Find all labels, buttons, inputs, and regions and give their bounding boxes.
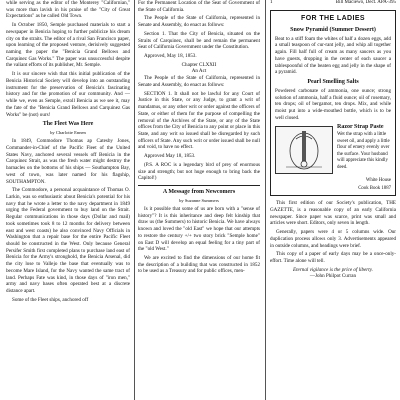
paragraph: Generally, papers were 4 or 5 columns wide. Our duplication process allows only 3. Advertisements appeared in outside columns, and headings were brief. [270, 229, 396, 249]
paragraph: Is it possible that some of us are born with a "sense of history"? It is this inheritance and deep felt kinship that draw us (the Summers) to historic Benicia. We have always known and loved the "old East" we hope that our attempts to restore the century +/+ two story brick "Semple home" on East D will develop an equal feeling for a tiny part of the "old West." [138, 205, 260, 253]
paragraph: This first edition of our Society's publication, THE GAZETTE, is a reasonable copy of an early California newspaper. Since paper was scarce, print was small and articles were short. Editors, only seven in length. [270, 200, 396, 227]
paragraph: In 1849, Commodore Thomas ap Catesby Jones, Commander-in-Chief of the Pacific Fleet of the United States Navy, anchored several vessels off Benicia in the Carquinez Strait, as was the fresh water might destroy the barnacles on the bottoms of his ships — Southampton Bay, west of town, was later named for his flagship, SOUTHAMPTON. [6, 138, 130, 185]
paragraph: Some of the Fleet ships, anchored off [12, 296, 89, 303]
header-strip [270, 0, 396, 7]
article-byline: by Charlotte Ennen [50, 130, 86, 136]
recipe-title: Snow Pyramid (Summer Dessert) [290, 26, 376, 33]
recipe-text: Wet the strap with a little sweet oil, and apply a little flour of emery evenly over the surface. Your husband will appreciate this kindly deed. [337, 132, 390, 170]
paragraph: The Commodore, a personal acquaintance of Thomas O. Larkin, was so enthusiastic about Benicia's potential for his navy that he wrote a letter to the navy department in 1849 urging the Federal government to buy land on the Strait. Regular communications in those days (Dollar and mail) took sometimes took 8 to 12 months for delivery between east and west coasts) he also convinced Navy Officials in Washington that a repair base for the entire Pacific Fleet should be constructed in the West. Only because General Persifer Smith first completed plans to purchase land east of Benicia for the Army's stronghold, the Benicia Arsenal, did the city lose to Vallejo the base that eventually was to become Mare Island, for the Navy wanted the same tract of land. Perhaps Fate was kind, in those days of "iron men," army and navy bases often operated best at a discrete distance apart. [6, 187, 130, 294]
paragraph: For the Permanent Location of the Seat of Government of the State of California. [138, 0, 260, 13]
recipe-text: Powdered carbonate of ammonia, one ounce; strong solution of ammonia, half a fluid ounce; oil of rosemary, ten drops; oil of bergamot, ten drops. Mix, and while moist put into a wide-mouthed bottle, which is to be well closed. [275, 87, 391, 121]
credit-line: White House [365, 177, 391, 183]
razor-strap-section [275, 124, 391, 176]
quote: Eternal vigilance is the price of liberty. [293, 266, 373, 273]
credit-line: Cook Book 1887 [358, 185, 391, 191]
paragraph: In October 1850, Semple purchased materials to start a newspaper in Benicia hoping to further publicize his dream city on the straits. The editor of a rival San Francisco paper, upon learning of the proposed venture, derisively suggested naming the paper the "Benicia Grand Bellows and Carquinez Gas Works." The paper was unsuccessful despite the valiant efforts of its publisher, Mr. Semple. [6, 22, 130, 69]
recipe-title: Razor Strap Paste [337, 123, 384, 130]
paragraph: The People of the State of California, represented in Senate and Assembly, do enact as follows: [138, 75, 260, 88]
header-left: 1 [270, 0, 273, 5]
recipe-text: Beat to a stiff foam the whites of half a dozen eggs, add a small teaspoon of cur-rant jelly, and whip all together again. Fill half full of cream as many saucers as you have guests, dropping in the center of each saucer a tablespoonful of the beaten egg and jelly in the shape of a pyramid. [275, 35, 391, 76]
article-title: The Fleet Was Here [42, 121, 94, 128]
column-left [6, 0, 130, 400]
column-middle [138, 0, 260, 400]
act-heading: An Act [191, 68, 207, 75]
article-title: A Message from Newcomers [162, 188, 236, 195]
ladies-box [270, 10, 396, 197]
quote-author: —John Philpot Curran [309, 273, 357, 280]
paragraph: SECTION 1. It shall not be lawful for any Court of Justice in this State, or any Judge, to grant a writ of mandamus, or any other writ or order against the officers of State, or either of them for the purpose of compelling the removal of the Archives of the State, or any of the State offices from the City of Benicia to any point or place in this State, and any writ so issued shall be disregarded by such officers of State. Any such writ or order issued shall be null and void, to have no effect. [138, 90, 260, 151]
paragraph: Approved May 18, 1853. [144, 153, 196, 160]
paragraph: We are excited to find the dimensions of our home fit the description of a building that was constructed in 1852 to be used as a Treasury and for public offices, men- [138, 254, 260, 275]
razor-strap-text [337, 124, 391, 174]
recipe-title: Pearl Smelling Salts [307, 79, 359, 86]
article-byline: by Suzanne Summers [179, 197, 219, 203]
paragraph: while serving as the editor of the Monterey "Californian," was more than lavish in his praise of the "City of Great Expectations" as he called Old Town. [6, 0, 130, 20]
paragraph: The People of the State of California, represented in Senate and Assembly, do enact as follows: [138, 15, 260, 29]
razor-strap-illustration-icon [275, 126, 333, 174]
box-title: FOR THE LADIES [301, 14, 365, 22]
paragraph: Approved, May 18, 1853. [144, 53, 197, 60]
divider [138, 185, 260, 186]
column-rule [265, 0, 266, 400]
column-right [270, 0, 396, 400]
paragraph: This copy of a paper of early days may be a once-only-effort. Time alone will tell. [270, 251, 396, 264]
column-rule [134, 0, 135, 400]
paragraph: (P.S. A ROC is a legendary bird of prey of enormous size and strength; but not huge enough to bring back the Capitol!) [138, 161, 260, 182]
paragraph: Section 1. That the City of Benicia, situated on the Straits of Carquinez, shall be and remain the permanent Seat of California Government under the Constitution. [138, 30, 260, 51]
header-right: Bill Maciewo, Dect. APA-395 [335, 0, 396, 5]
chapter-heading: Chapter CLXXII [181, 61, 217, 68]
paragraph: It is our sincere wish that this initial publication of the Benicia Historical Society will develop into an outstanding instrument for the preservation of Benicia's fascinating history and for the promotion of our community. And — while we, even as Semple, extoll Benicia as we see it, may the fate of the "Benicia Grand Bellows and Carquinez Gas Works" be (not) ours! [6, 71, 130, 118]
